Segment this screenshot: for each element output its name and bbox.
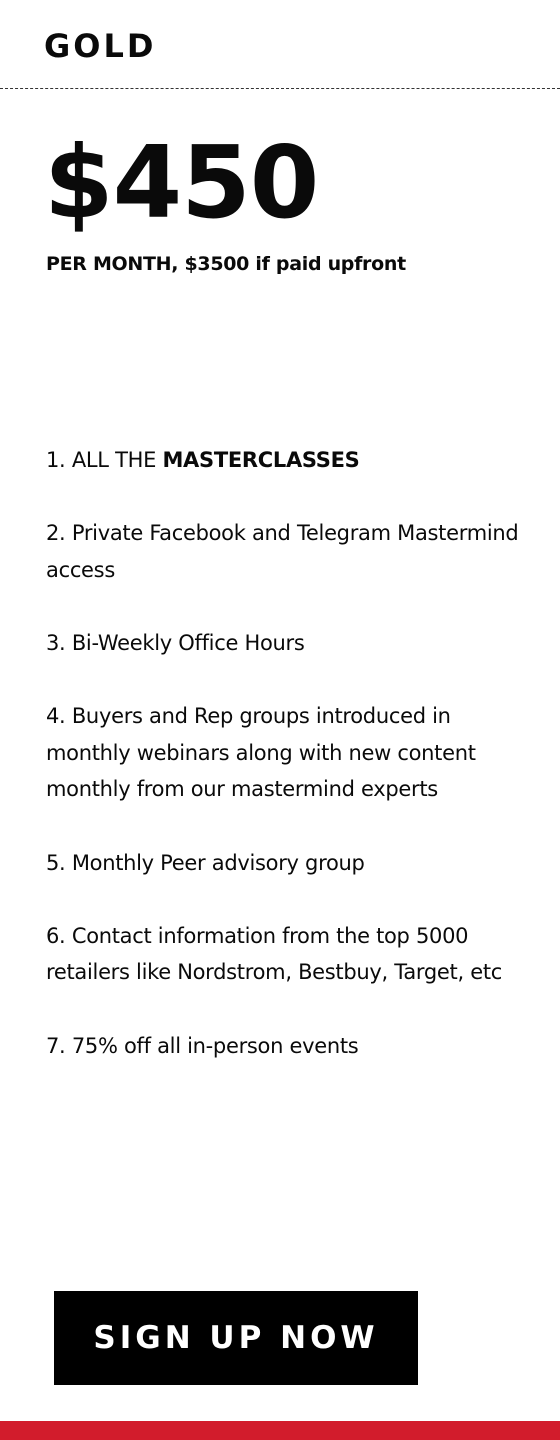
feature-number: 1. <box>46 448 66 472</box>
feature-item <box>46 845 526 882</box>
feature-text: Monthly Peer advisory group <box>71 850 365 875</box>
sign-up-button[interactable]: SIGN UP NOW <box>54 1291 418 1385</box>
feature-text: Buyers and Rep groups introduced in monthly webinars along with new content monthly from our mastermind experts <box>46 704 476 802</box>
feature-text: 75% off all in-person events <box>71 1033 359 1058</box>
plan-price: $450 <box>44 124 319 241</box>
feature-text: ALL THE <box>71 448 157 472</box>
feature-emphasis: MASTERCLASSES <box>162 448 360 472</box>
feature-item <box>46 698 526 808</box>
dashed-divider <box>0 88 560 89</box>
feature-item <box>46 515 526 588</box>
feature-text: Contact information from the top 5000 retailers like Nordstrom, Bestbuy, Target, etc <box>46 923 503 985</box>
plan-name: GOLD <box>44 27 157 65</box>
feature-number: 7. <box>46 1033 66 1058</box>
accent-bar <box>0 1421 560 1440</box>
feature-item <box>46 918 526 991</box>
feature-number: 5. <box>46 850 66 875</box>
feature-number: 4. <box>46 704 66 729</box>
feature-item <box>46 625 526 662</box>
feature-text: Private Facebook and Telegram Mastermind access <box>46 521 519 582</box>
feature-list <box>46 442 526 1101</box>
feature-number: 3. <box>46 630 66 655</box>
feature-text: Bi-Weekly Office Hours <box>71 630 305 655</box>
feature-number: 2. <box>46 521 66 546</box>
feature-number: 6. <box>46 923 66 948</box>
feature-item <box>46 442 526 479</box>
feature-item <box>46 1028 526 1065</box>
price-note: PER MONTH, $3500 if paid upfront <box>46 253 406 275</box>
